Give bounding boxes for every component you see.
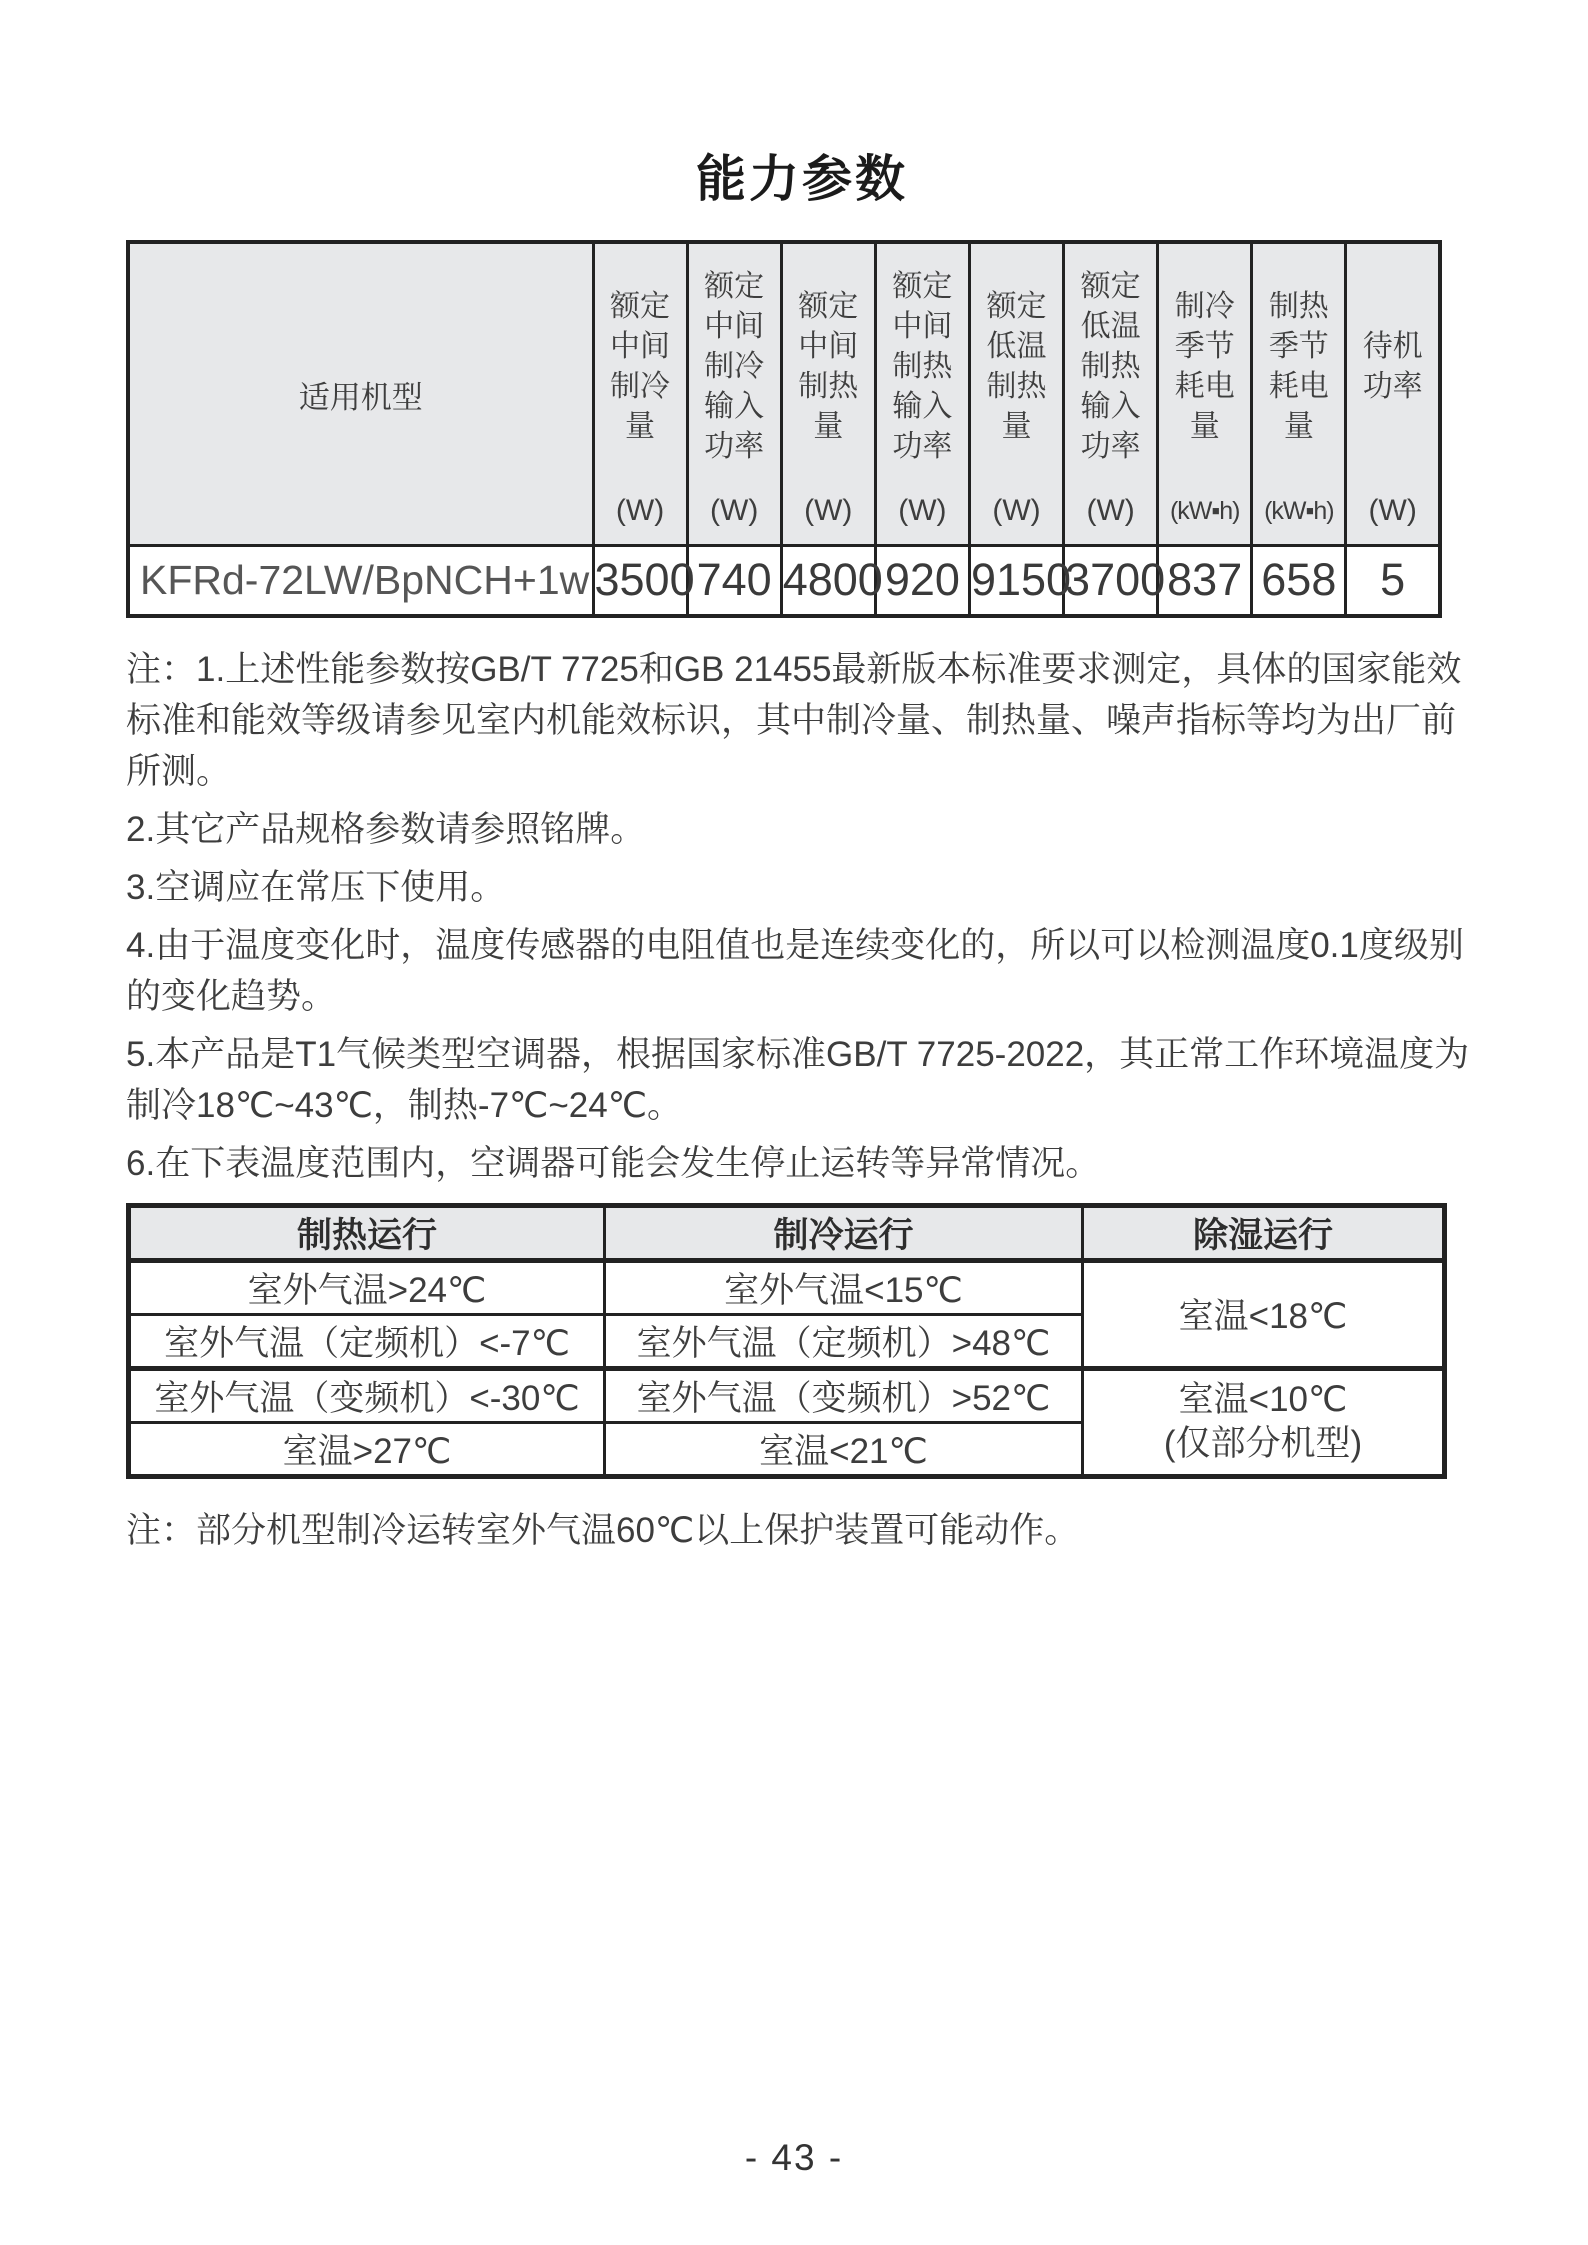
cooling-condition: 室外气温（变频机）>52℃ (605, 1368, 1083, 1422)
note-4: 4.由于温度变化时，温度传感器的电阻值也是连续变化的，所以可以检测温度0.1度级别的变化趋势。 (126, 925, 1464, 1016)
spec-col-header-6 (1064, 242, 1158, 546)
column-unit: (W) (992, 494, 1041, 527)
column-label: 额定中间制热量 (798, 290, 859, 443)
spec-col-header-3 (781, 242, 875, 546)
column-label: 额定低温制热量 (986, 290, 1047, 443)
temp-row-1 (129, 1260, 1445, 1314)
value-cell: 920 (875, 546, 969, 616)
heating-condition: 室温>27℃ (129, 1422, 605, 1476)
dehumidify-condition: 室温<18℃ (1083, 1260, 1445, 1368)
column-label: 额定低温制热输入功率 (1080, 270, 1141, 463)
column-label: 制冷季节耗电量 (1174, 290, 1235, 443)
temp-row-3 (129, 1368, 1445, 1422)
heating-condition: 室外气温>24℃ (129, 1260, 605, 1314)
column-unit: (W) (615, 494, 665, 527)
heating-condition: 室外气温（定频机）<-7℃ (129, 1314, 605, 1368)
dehumidify-condition-line1: 室温<10℃ (1178, 1380, 1348, 1419)
spec-col-header-4 (875, 242, 969, 546)
value-cell: 3700 (1064, 546, 1158, 616)
cooling-condition: 室外气温<15℃ (605, 1260, 1083, 1314)
value-cell: 837 (1158, 546, 1252, 616)
spec-col-header-9 (1346, 242, 1440, 546)
cooling-mode-header: 制冷运行 (605, 1205, 1083, 1260)
spec-data-row (128, 546, 1440, 616)
heating-condition: 室外气温（变频机）<-30℃ (129, 1368, 605, 1422)
column-unit: (kW▪h) (1264, 496, 1334, 525)
protection-note: 注：部分机型制冷运转室外气温60℃以上保护装置可能动作。 (126, 1510, 1080, 1550)
dehumidify-condition-line2: (仅部分机型) (1163, 1424, 1363, 1463)
spec-col-header-8 (1252, 242, 1346, 546)
note-1: 注：1.上述性能参数按GB/T 7725和GB 21455最新版本标准要求测定，具体的国家能效标准和能效等级请参见室内机能效标识，其中制冷量、制热量、噪声指标等均为出厂前所测。 (126, 649, 1462, 791)
cooling-condition: 室外气温（定频机）>48℃ (605, 1314, 1083, 1368)
page-title: 能力参数 (696, 151, 908, 207)
spec-header-row (128, 242, 1440, 546)
dehumidify-mode-header: 除湿运行 (1083, 1205, 1445, 1260)
spec-col-header-1 (593, 242, 687, 546)
column-unit: (W) (898, 494, 947, 527)
dehumidify-condition (1083, 1368, 1445, 1476)
notes-section (126, 644, 1478, 1189)
note-5: 5.本产品是T1气候类型空调器，根据国家标准GB/T 7725-2022，其正常工作环境温度为制冷18℃~43℃，制热-7℃~24℃。 (126, 1034, 1470, 1125)
value-cell: 4800 (781, 546, 875, 616)
value-cell: 658 (1252, 546, 1346, 616)
column-unit: (kW▪h) (1169, 496, 1240, 525)
heating-mode-header: 制热运行 (129, 1205, 605, 1260)
value-cell: 9150 (969, 546, 1063, 616)
column-label: 待机功率 (1362, 330, 1423, 403)
note-2: 2.其它产品规格参数请参照铭牌。 (126, 809, 646, 849)
capacity-parameters-table (126, 240, 1442, 618)
spec-col-header-2 (687, 242, 781, 546)
temp-header-row (129, 1205, 1445, 1260)
column-unit: (W) (710, 494, 759, 527)
value-cell: 740 (687, 546, 781, 616)
column-label: 额定中间制冷输入功率 (704, 270, 765, 463)
spec-col-header-5 (969, 242, 1063, 546)
column-label: 额定中间制冷量 (610, 290, 671, 443)
spec-col-header-7 (1158, 242, 1252, 546)
note-3: 3.空调应在常压下使用。 (126, 867, 506, 907)
column-label: 额定中间制热输入功率 (892, 270, 953, 463)
column-unit: (W) (1086, 494, 1135, 527)
value-cell: 5 (1346, 546, 1440, 616)
model-column-header: 适用机型 (128, 242, 593, 546)
note-6: 6.在下表温度范围内，空调器可能会发生停止运转等异常情况。 (126, 1143, 1101, 1183)
model-name-cell: KFRd-72LW/BpNCH+1w (128, 546, 593, 616)
column-unit: (W) (804, 494, 853, 527)
column-unit: (W) (1368, 494, 1417, 527)
cooling-condition: 室温<21℃ (605, 1422, 1083, 1476)
temperature-range-table (126, 1203, 1447, 1479)
value-cell: 3500 (593, 546, 687, 616)
column-label: 制热季节耗电量 (1268, 290, 1329, 443)
page-number: - 43 - (744, 2137, 844, 2178)
